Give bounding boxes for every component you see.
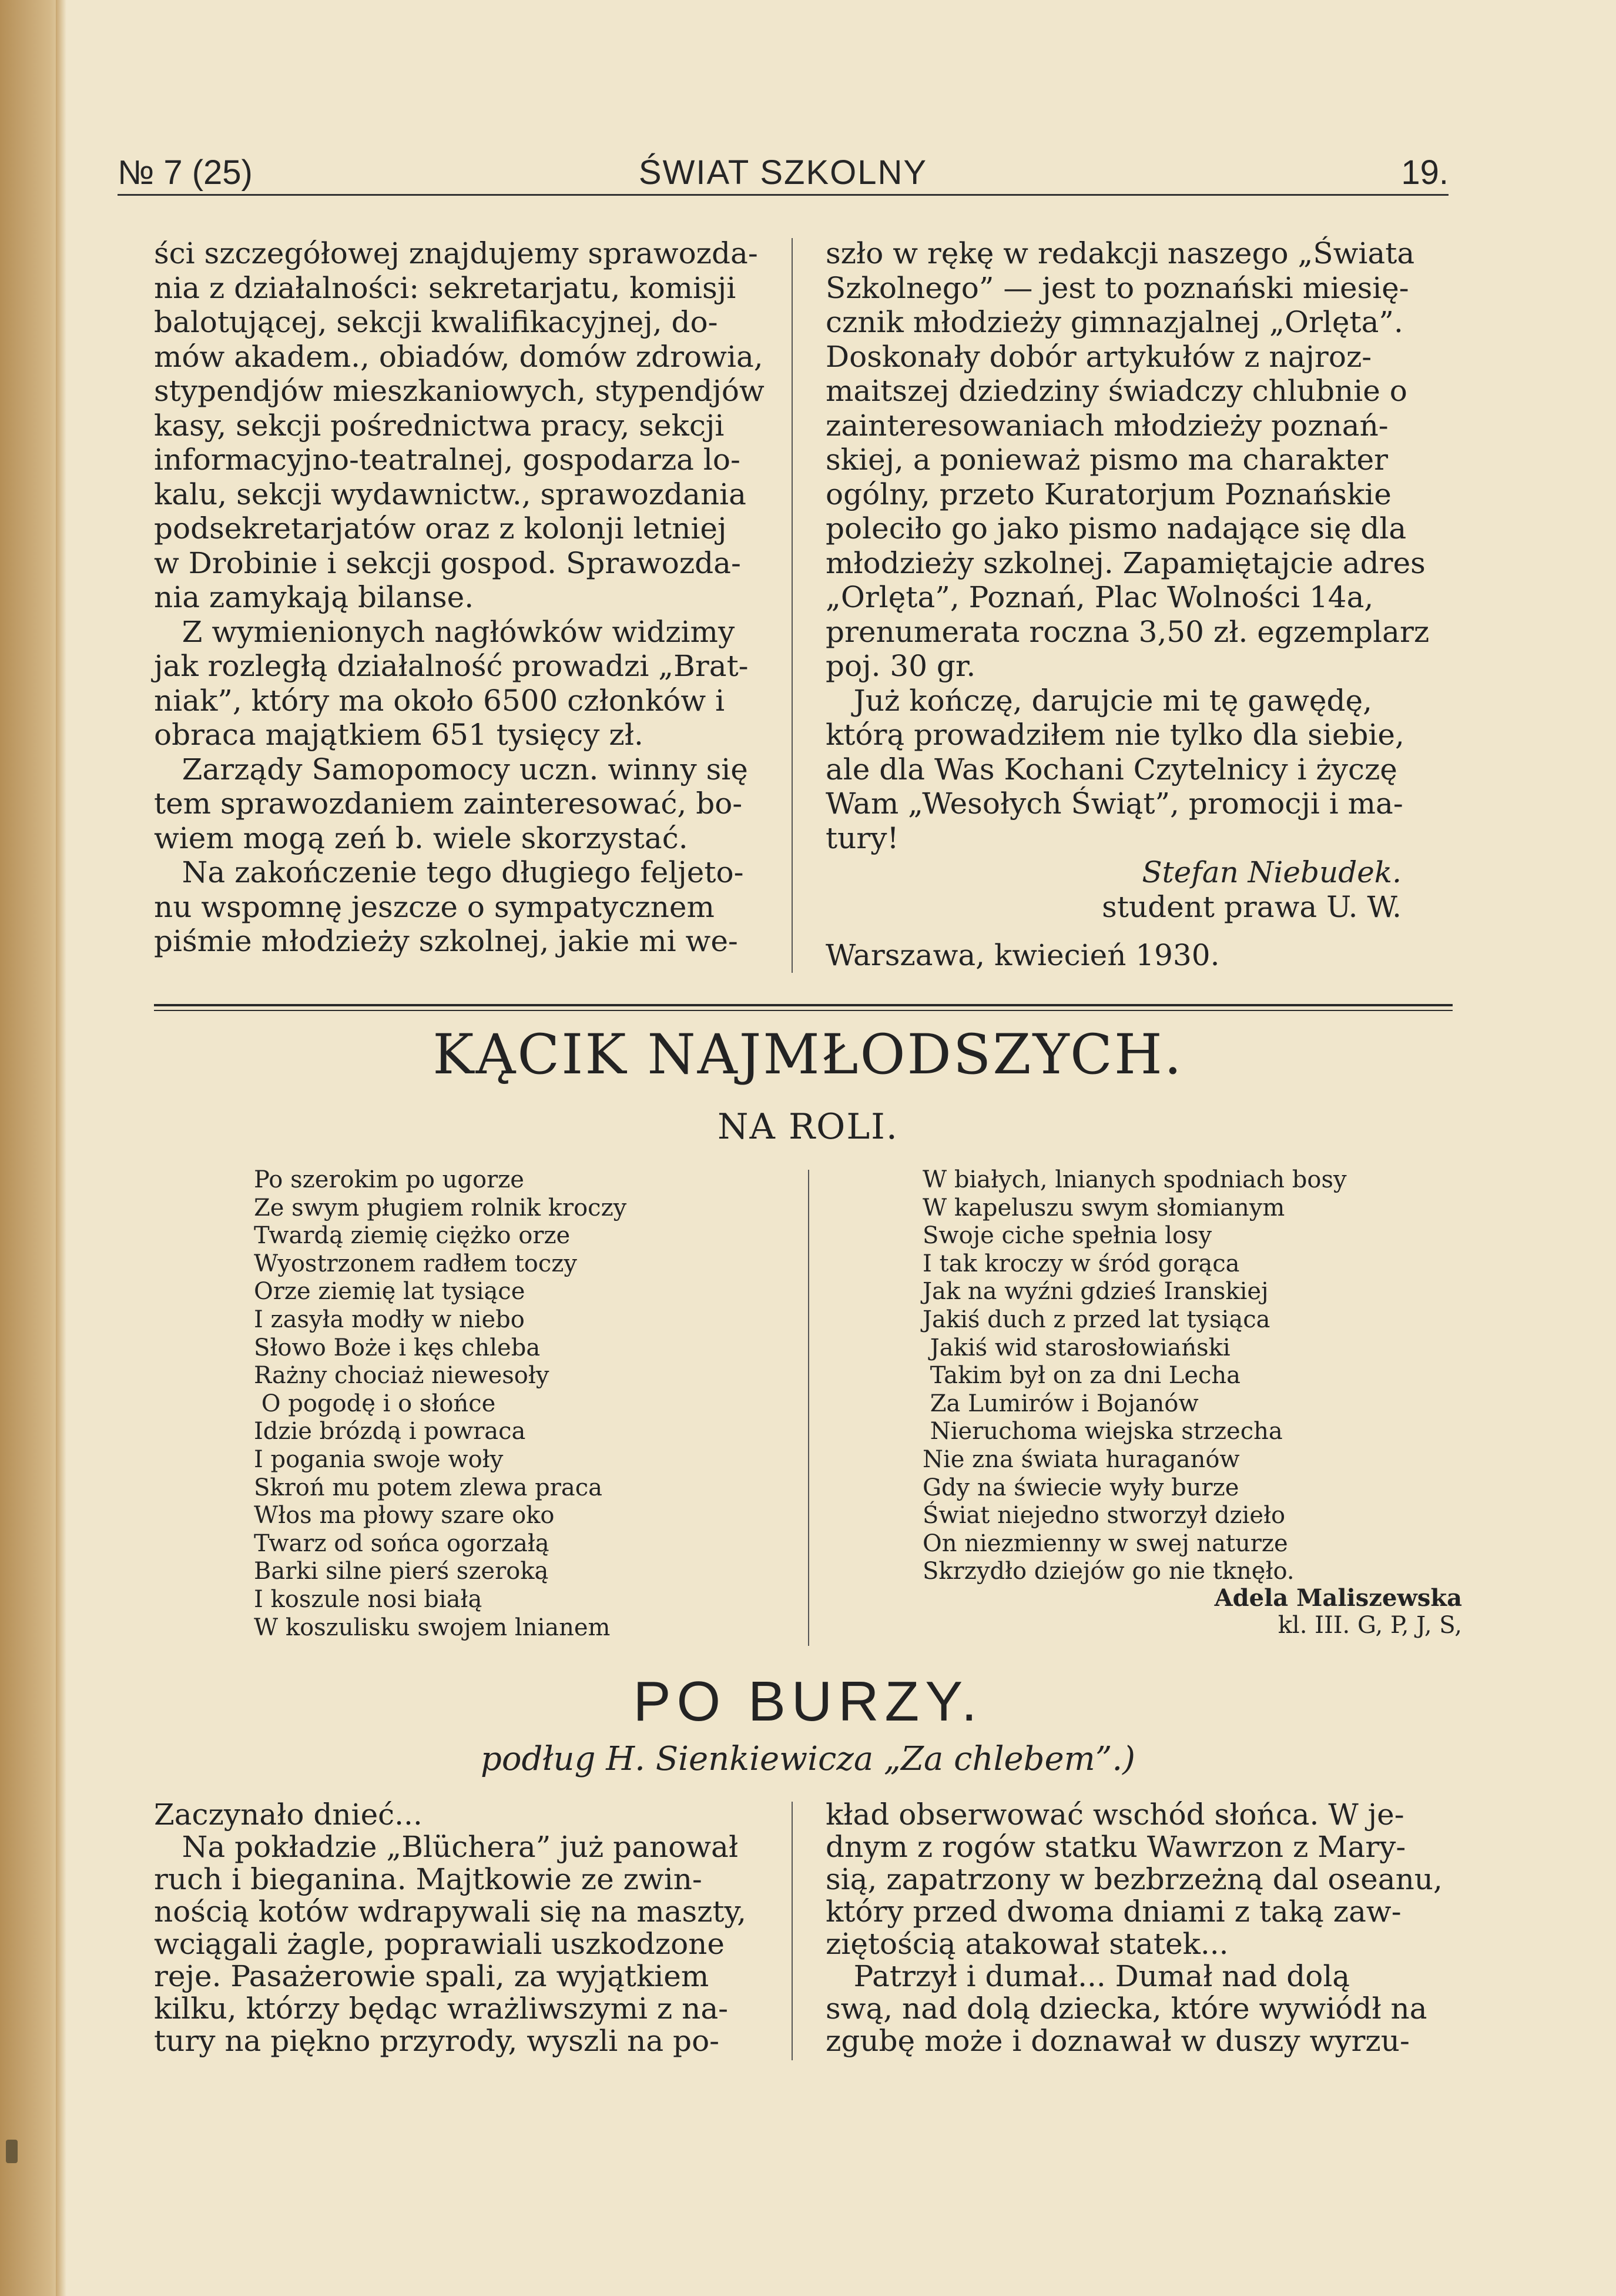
poem-line: Słowo Boże i kęs chleba <box>254 1334 541 1361</box>
text-line: Na pokładzie „Blüchera” już panował <box>154 1830 739 1864</box>
section-rule-top <box>154 1004 1453 1006</box>
section-rule-top-thin <box>154 1010 1453 1011</box>
poem-line: W koszulisku swojem lnianem <box>254 1614 611 1641</box>
text-line: skiej, a ponieważ pismo ma charakter <box>826 443 1389 477</box>
poem-line: W białych, lnianych spodniach bosy <box>923 1166 1347 1193</box>
article1-right-column <box>826 236 1451 855</box>
text-line: „Orlęta”, Poznań, Plac Wolności 14a, <box>826 580 1374 614</box>
text-line: kalu, sekcji wydawnictw., sprawozdania <box>154 477 746 511</box>
poem-right-column <box>923 1166 1451 1586</box>
text-line: ruch i bieganina. Majtkowie ze zwin- <box>154 1862 702 1896</box>
signature-title: student prawa U. W. <box>1102 889 1402 924</box>
text-line: nością kotów wdrapywali się na maszty, <box>154 1895 747 1929</box>
poem-line: Ze swym pługiem rolnik kroczy <box>254 1194 627 1221</box>
text-line: mów akadem., obiadów, domów zdrowia, <box>154 339 763 374</box>
poem-author: Adela Maliszewska <box>1214 1584 1462 1612</box>
issue-number: № 7 (25) <box>118 153 253 192</box>
poem-title: NA ROLI. <box>718 1106 898 1147</box>
text-line: kład obserwować wschód słońca. W je- <box>826 1798 1404 1832</box>
poem-left-column <box>254 1166 700 1642</box>
text-line: Na zakończenie tego długiego feljeto- <box>154 855 744 889</box>
text-line: Już kończę, darujcie mi tę gawędę, <box>826 683 1372 718</box>
poem-line: Takim był on za dni Lecha <box>923 1362 1241 1390</box>
column-divider <box>792 238 793 973</box>
poem-line: Swoje ciche spełnia losy <box>923 1222 1212 1250</box>
text-line: wciągali żagle, poprawiali uszkodzone <box>154 1927 725 1961</box>
text-line: niak”, który ma około 6500 członków i <box>154 683 725 718</box>
text-line: młodzieży szkolnej. Zapamiętajcie adres <box>826 545 1426 580</box>
poem-line: Idzie brózdą i powraca <box>254 1418 526 1445</box>
text-line: cznik młodzieży gimnazjalnej „Orlęta”. <box>826 305 1403 339</box>
text-line: który przed dwoma dniami z taką zaw- <box>826 1895 1402 1929</box>
poem-line: I koszule nosi białą <box>254 1585 482 1613</box>
text-line: dnym z rogów statku Wawrzon z Mary- <box>826 1830 1406 1864</box>
text-line: ści szczegółowej znajdujemy sprawozda- <box>154 236 758 270</box>
text-line: wiem mogą zeń b. wiele skorzystać. <box>154 821 688 855</box>
text-line: Wam „Wesołych Świąt”, promocji i ma- <box>826 786 1403 821</box>
text-line: Zarządy Samopomocy uczn. winny się <box>154 752 748 786</box>
page-fold-shadow <box>56 0 66 2296</box>
poem-line: Gdy na świecie wyły burze <box>923 1474 1239 1501</box>
text-line: w Drobinie i sekcji gospod. Sprawozda- <box>154 545 741 580</box>
poem-line: On niezmienny w swej naturze <box>923 1529 1288 1557</box>
poem-line: Skrzydło dziejów go nie tknęło. <box>923 1558 1295 1585</box>
text-line: maitszej dziedziny świadczy chlubnie o <box>826 374 1407 408</box>
article2-left-column <box>154 1799 780 2057</box>
section-title: KĄCIK NAJMŁODSZYCH. <box>433 1023 1183 1087</box>
text-line: kasy, sekcji pośrednictwa pracy, sekcji <box>154 408 725 443</box>
poem-line: I pogania swoje woły <box>254 1445 504 1473</box>
poem-line: Jakiś duch z przed lat tysiąca <box>923 1306 1270 1333</box>
poem-line: Skroń mu potem zlewa praca <box>254 1474 602 1501</box>
text-line: swą, nad dolą dziecka, które wywiódł na <box>826 1992 1427 2026</box>
poem-line: Twardą ziemię ciężko orze <box>254 1222 571 1250</box>
poem-line: W kapeluszu swym słomianym <box>923 1194 1285 1221</box>
text-line: ale dla Was Kochani Czytelnicy i życzę <box>826 752 1397 786</box>
header-rule <box>118 194 1449 196</box>
text-line: kilku, którzy będąc wrażliwszymi z na- <box>154 1992 729 2026</box>
poem-line: Nie zna świata huraganów <box>923 1445 1240 1473</box>
text-line: balotującej, sekcji kwalifikacyjnej, do- <box>154 305 718 339</box>
text-line: poleciło go jako pismo nadające się dla <box>826 511 1407 545</box>
text-line: obraca majątkiem 651 tysięcy zł. <box>154 718 643 752</box>
text-line: Z wymienionych nagłówków widzimy <box>154 614 735 649</box>
text-line: ogólny, przeto Kuratorjum Poznańskie <box>826 477 1392 511</box>
text-line: tury na piękno przyrody, wyszli na po- <box>154 2024 720 2058</box>
text-line: Zaczynało dnieć... <box>154 1798 423 1832</box>
poem-divider <box>808 1170 809 1646</box>
text-line: prenumerata roczna 3,50 zł. egzemplarz <box>826 614 1430 649</box>
poem-line: Wyostrzonem radłem toczy <box>254 1250 577 1277</box>
text-line: Patrzył i dumał... Dumał nad dolą <box>826 1959 1350 1993</box>
binding-mark <box>6 2140 18 2163</box>
text-line: Szkolnego” — jest to poznański miesię- <box>826 270 1409 305</box>
place-date: Warszawa, kwiecień 1930. <box>826 938 1220 972</box>
text-line: tem sprawozdaniem zainteresować, bo- <box>154 786 743 821</box>
article2-subtitle: podług H. Sienkiewicza „Za chlebem”.) <box>480 1740 1136 1778</box>
text-line: sią, zapatrzony w bezbrzeżną dal oseanu, <box>826 1862 1443 1896</box>
article2-right-column <box>826 1799 1451 2057</box>
text-line: ziętością atakował statek... <box>826 1927 1229 1961</box>
poem-line: Za Lumirów i Bojanów <box>923 1390 1199 1417</box>
text-line: nia zamykają bilanse. <box>154 580 474 614</box>
text-line: stypendjów mieszkaniowych, stypendjów <box>154 374 765 408</box>
text-line: reje. Pasażerowie spali, za wyjątkiem <box>154 1959 709 1993</box>
poem-line: I zasyła modły w niebo <box>254 1306 525 1333</box>
poem-line: Rażny chociaż niewesoły <box>254 1362 549 1390</box>
text-line: poj. 30 gr. <box>826 649 976 683</box>
article2-title: PO BURZY. <box>633 1670 983 1733</box>
poem-line: I tak kroczy w śród gorąca <box>923 1250 1240 1277</box>
text-line: nia z działalności: sekretarjatu, komisji <box>154 270 736 305</box>
text-line: tury! <box>826 821 899 855</box>
text-line: piśmie młodzieży szkolnej, jakie mi we- <box>154 924 738 958</box>
poem-line: Jak na wyźni gdzieś Iranskiej <box>923 1278 1269 1306</box>
article1-left-column <box>154 236 780 959</box>
signature-name: Stefan Niebudek. <box>1142 855 1402 889</box>
page-number: 19. <box>1401 153 1449 192</box>
poem-author-class: kl. III. G, P, J, S, <box>1278 1612 1462 1639</box>
running-head <box>118 147 1449 200</box>
poem-signature <box>1168 1584 1462 1639</box>
poem-line: Po szerokim po ugorze <box>254 1166 524 1193</box>
text-line: nu wspomnę jeszcze o sympatycznem <box>154 889 715 924</box>
poem-line: Jakiś wid starosłowiański <box>923 1334 1231 1361</box>
text-line: Doskonały dobór artykułów z najroz- <box>826 339 1372 374</box>
text-line: podsekretarjatów oraz z kolonji letniej <box>154 511 727 545</box>
poem-line: Nieruchoma wiejska strzecha <box>923 1418 1283 1445</box>
text-line: jak rozległą działalność prowadzi „Brat- <box>154 649 749 683</box>
text-line: szło w rękę w redakcji naszego „Świata <box>826 236 1415 270</box>
poem-line: Włos ma płowy szare oko <box>254 1502 555 1529</box>
text-line: zgubę może i doznawał w duszy wyrzu- <box>826 2024 1410 2058</box>
poem-line: Orze ziemię lat tysiące <box>254 1278 525 1306</box>
poem-line: O pogodę i o słońce <box>254 1390 496 1417</box>
poem-line: Twarz od sońca ogorzałą <box>254 1529 549 1557</box>
column-divider-2 <box>792 1802 793 2060</box>
text-line: zainteresowaniach młodzieży poznań- <box>826 408 1389 443</box>
text-line: informacyjno-teatralnej, gospodarza lo- <box>154 443 740 477</box>
article1-signature <box>826 855 1413 973</box>
journal-title: ŚWIAT SZKOLNY <box>638 153 928 192</box>
poem-line: Barki silne pierś szeroką <box>254 1558 549 1585</box>
text-line: którą prowadziłem nie tylko dla siebie, <box>826 718 1404 752</box>
poem-line: Świat niejedno stworzył dzieło <box>923 1502 1286 1529</box>
